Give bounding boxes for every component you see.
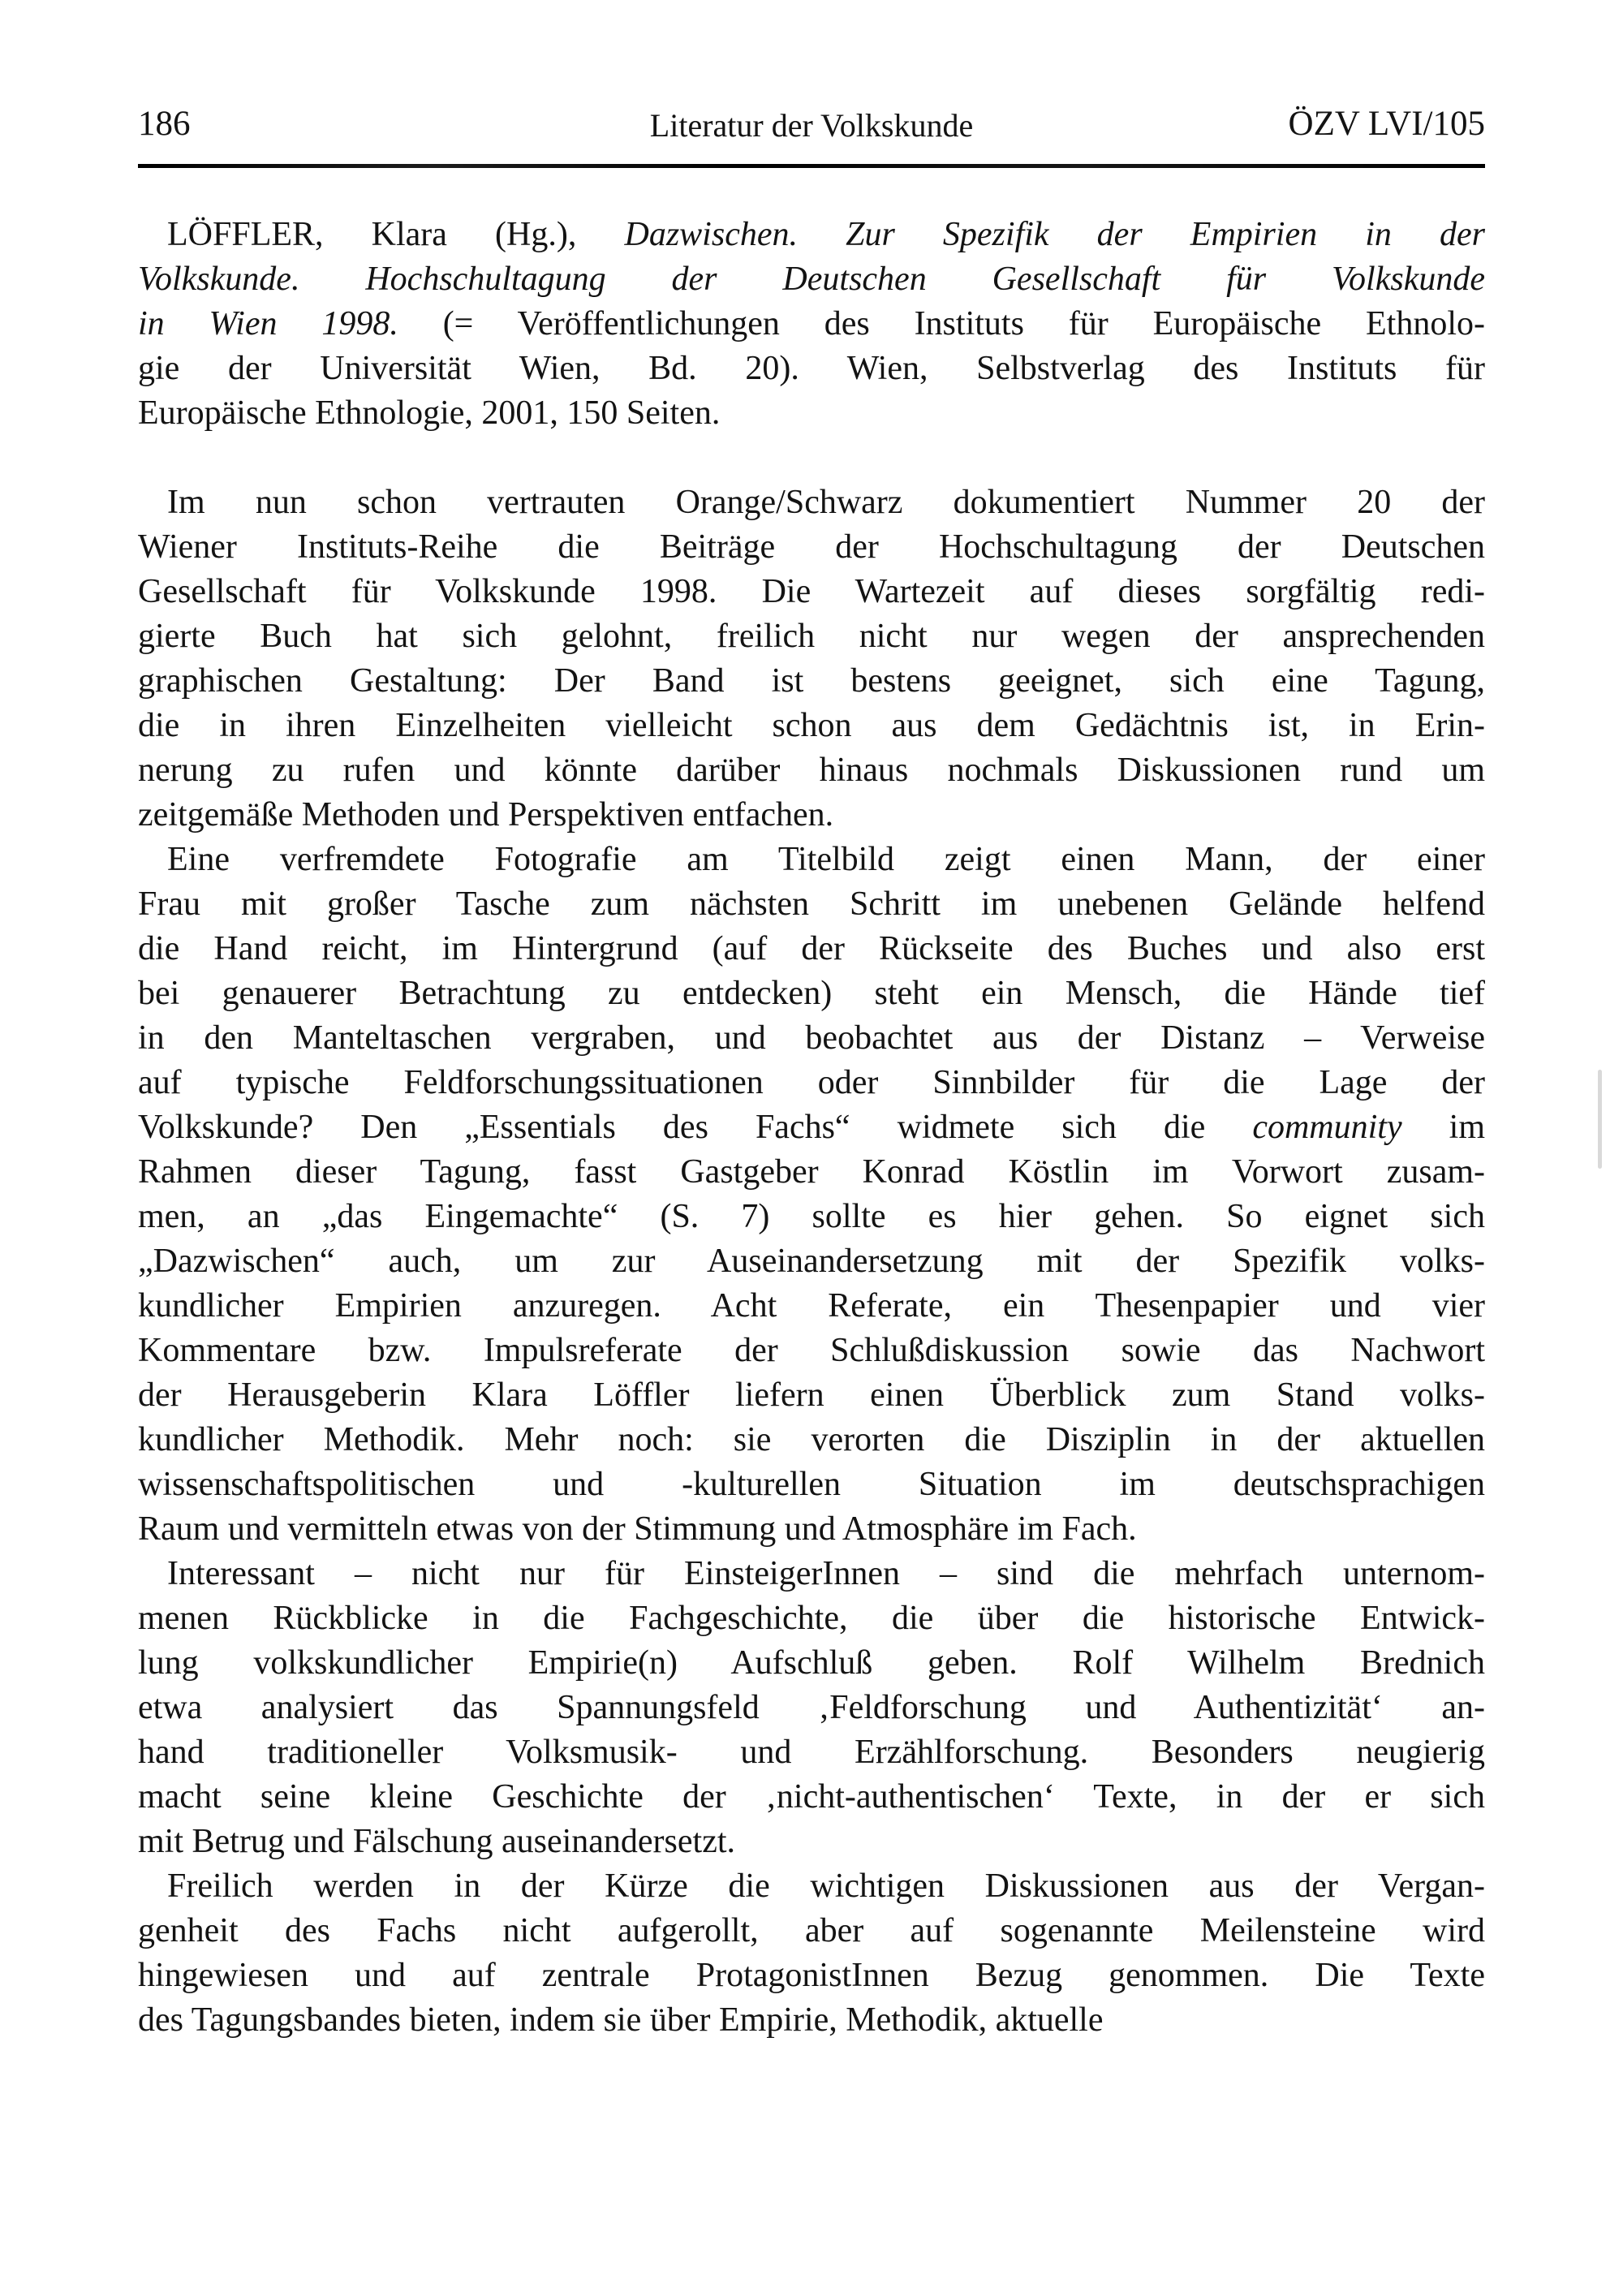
- review-paragraph-1: [138, 480, 1485, 838]
- text-line: auf typische Feldforschungssituationen oder Sinnbilder für die Lage der: [138, 1064, 1485, 1101]
- text-line: gie der Universität Wien, Bd. 20). Wien, Selbstverlag des Instituts für: [138, 350, 1485, 387]
- text-line: in Wien 1998. (= Veröffentlichungen des Instituts für Europäische Ethnolo-: [138, 305, 1485, 342]
- running-title: Literatur der Volkskunde: [649, 107, 974, 144]
- text-line: Frau mit großer Tasche zum nächsten Schritt im unebenen Gelände helfend: [138, 885, 1485, 923]
- text-line: LÖFFLER, Klara (Hg.), Dazwischen. Zur Spezifik der Empirien in der: [167, 216, 1486, 253]
- text-line: die Hand reicht, im Hintergrund (auf der Rückseite des Buches und also erst: [138, 930, 1485, 967]
- review-paragraph-2: [138, 838, 1485, 1552]
- text-line: nerung zu rufen und könnte darüber hinaus nochmals Diskussionen rund um: [138, 752, 1485, 789]
- review-text: [138, 213, 1485, 2043]
- text-line: Europäische Ethnologie, 2001, 150 Seiten.: [138, 394, 721, 432]
- text-line: menen Rückblicke in die Fachgeschichte, die über die historische Entwick-: [138, 1600, 1485, 1637]
- text-line: kundlicher Empirien anzuregen. Acht Referate, ein Thesenpapier und vier: [138, 1287, 1485, 1325]
- text-line: hingewiesen und auf zentrale ProtagonistInnen Bezug genommen. Die Texte: [138, 1957, 1485, 1994]
- scan-artifact-line: [1598, 1070, 1602, 1169]
- text-line: bei genauerer Betrachtung zu entdecken) steht ein Mensch, die Hände tief: [138, 975, 1485, 1012]
- text-line: etwa analysiert das Spannungsfeld ‚Feldforschung und Authentizität‘ an-: [138, 1689, 1485, 1726]
- text-line: Im nun schon vertrauten Orange/Schwarz dokumentiert Nummer 20 der: [167, 484, 1485, 521]
- text-line: zeitgemäße Methoden und Perspektiven entfachen.: [138, 796, 834, 834]
- text-line: des Tagungsbandes bieten, indem sie über Empirie, Methodik, aktuelle: [138, 2001, 1104, 2039]
- text-line: men, an „das Eingemachte“ (S. 7) sollte es hier gehen. So eignet sich: [138, 1198, 1485, 1235]
- text-line: die in ihren Einzelheiten vielleicht schon aus dem Gedächtnis ist, in Erin-: [138, 707, 1485, 744]
- text-line: „Dazwischen“ auch, um zur Auseinandersetzung mit der Spezifik volks-: [138, 1243, 1485, 1280]
- review-paragraph-3: [138, 1552, 1485, 1864]
- header-rule: [138, 164, 1485, 168]
- text-line: Raum und vermitteln etwas von der Stimmung und Atmosphäre im Fach.: [138, 1510, 1137, 1548]
- text-line: wissenschaftspolitischen und -kulturellen Situation im deutschsprachigen: [138, 1466, 1485, 1503]
- text-line: kundlicher Methodik. Mehr noch: sie verorten die Disziplin in der aktuellen: [138, 1421, 1485, 1458]
- text-line: gierte Buch hat sich gelohnt, freilich nicht nur wegen der ansprechenden: [138, 618, 1485, 655]
- text-line: Rahmen dieser Tagung, fasst Gastgeber Konrad Köstlin im Vorwort zusam-: [138, 1153, 1485, 1191]
- text-line: Gesellschaft für Volkskunde 1998. Die Wartezeit auf dieses sorgfältig redi-: [138, 573, 1485, 610]
- text-line: Volkskunde. Hochschultagung der Deutschen Gesellschaft für Volkskunde: [138, 261, 1485, 298]
- text-line: Volkskunde? Den „Essentials des Fachs“ widmete sich die community im: [138, 1109, 1486, 1146]
- text-line: Kommentare bzw. Impulsreferate der Schlußdiskussion sowie das Nachwort: [138, 1332, 1485, 1369]
- text-line: Freilich werden in der Kürze die wichtigen Diskussionen aus der Vergan-: [167, 1867, 1485, 1905]
- text-line: genheit des Fachs nicht aufgerollt, aber auf sogenannte Meilensteine wird: [138, 1912, 1485, 1949]
- text-line: lung volkskundlicher Empirie(n) Aufschluß geben. Rolf Wilhelm Brednich: [138, 1644, 1485, 1682]
- text-line: Eine verfremdete Fotografie am Titelbild zeigt einen Mann, der einer: [167, 841, 1485, 878]
- bibliography-entry: [138, 213, 1485, 436]
- review-paragraph-4: [138, 1864, 1485, 2043]
- text-line: Interessant – nicht nur für EinsteigerInnen – sind die mehrfach unternom-: [167, 1555, 1485, 1592]
- text-line: graphischen Gestaltung: Der Band ist bestens geeignet, sich eine Tagung,: [138, 662, 1485, 700]
- text-line: der Herausgeberin Klara Löffler liefern einen Überblick zum Stand volks-: [138, 1376, 1485, 1414]
- text-line: Wiener Instituts-Reihe die Beiträge der Hochschultagung der Deutschen: [138, 528, 1485, 566]
- text-line: in den Manteltaschen vergraben, und beobachtet aus der Distanz – Verweise: [138, 1019, 1485, 1057]
- text-line: macht seine kleine Geschichte der ‚nicht-authentischen‘ Texte, in der er sich: [138, 1778, 1485, 1816]
- text-line: hand traditioneller Volksmusik- und Erzählforschung. Besonders neugierig: [138, 1734, 1485, 1771]
- journal-reference: ÖZV LVI/105: [1288, 105, 1485, 143]
- text-line: mit Betrug und Fälschung auseinandersetzt.: [138, 1823, 736, 1860]
- page-header: [138, 104, 1485, 144]
- page-number: 186: [138, 105, 191, 143]
